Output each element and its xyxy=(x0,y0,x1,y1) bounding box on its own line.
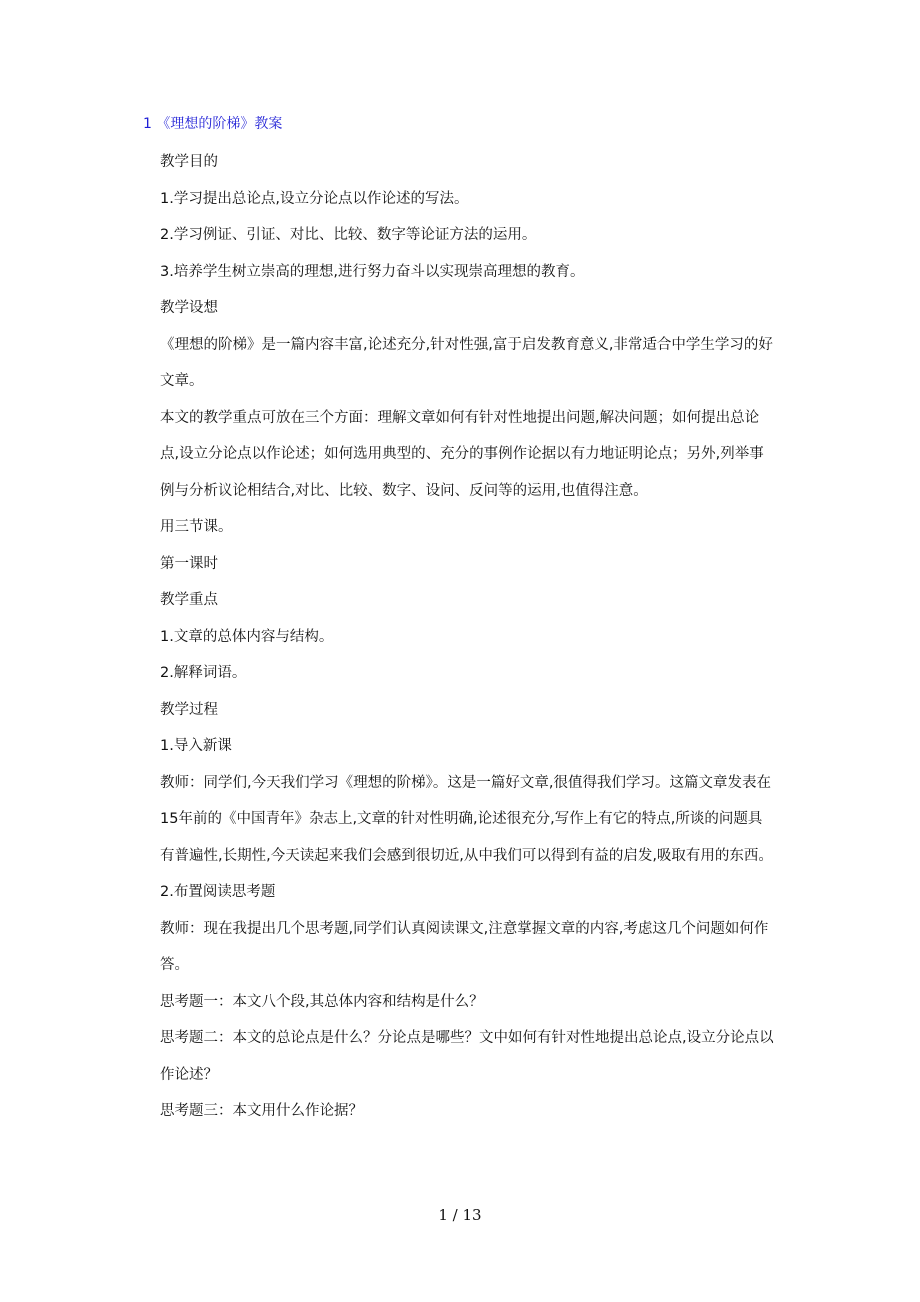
paragraph: 《理想的阶梯》是一篇内容丰富,论述充分,针对性强,富于启发教育意义,非常适合中学生学习的好文章。 xyxy=(160,336,773,389)
paragraph: 用三节课。 xyxy=(160,519,233,535)
question: 思考题一：本文八个段,其总体内容和结构是什么？ xyxy=(160,993,484,1010)
list-item: 2.学习例证、引证、对比、比较、数字等论证方法的运用。 xyxy=(160,227,537,243)
list-item: 1.学习提出总论点,设立分论点以作论述的写法。 xyxy=(160,190,469,207)
list-item: 2.解释词语。 xyxy=(160,665,247,681)
list-item: 1.文章的总体内容与结构。 xyxy=(160,628,334,645)
section-heading: 教学重点 xyxy=(160,592,218,608)
document-body xyxy=(160,144,775,1130)
list-item: 2.布置阅读思考题 xyxy=(160,884,276,900)
section-heading: 教学过程 xyxy=(160,701,218,718)
section-heading: 教学设想 xyxy=(160,300,218,316)
paragraph: 本文的教学重点可放在三个方面：理解文章如何有针对性地提出问题,解决问题；如何提出总论点,设立分论点以作论述；如何选用典型的、充分的事例作论据以有力地证明论点；另外,列举事例与分析议论相结合,对比、比较、数字、设问、反问等的运用,也值得注意。 xyxy=(160,409,764,499)
section-heading: 教学目的 xyxy=(160,154,218,170)
section-heading: 第一课时 xyxy=(160,555,218,572)
list-item: 1.导入新课 xyxy=(160,738,232,754)
page-number: 1 / 13 xyxy=(438,1206,482,1224)
question: 思考题二：本文的总论点是什么？分论点是哪些？文中如何有针对性地提出总论点,设立分论点以作论述？ xyxy=(160,1030,774,1083)
list-item: 3.培养学生树立崇高的理想,进行努力奋斗以实现崇高理想的教育。 xyxy=(160,263,585,280)
question: 思考题三：本文用什么作论据？ xyxy=(160,1103,363,1119)
paragraph: 教师：现在我提出几个思考题,同学们认真阅读课文,注意掌握文章的内容,考虑这几个问题如何作答。 xyxy=(160,920,769,973)
document-title: 1 《理想的阶梯》教案 xyxy=(143,116,283,132)
paragraph: 教师：同学们,今天我们学习《理想的阶梯》。这是一篇好文章,很值得我们学习。这篇文章发表在15年前的《中国青年》杂志上,文章的针对性明确,论述很充分,写作上有它的特点,所谈的问题具有普遍性,长期性,今天读起来我们会感到很切近,从中我们可以得到有益的启发,吸取有用的东西。 xyxy=(160,774,773,864)
